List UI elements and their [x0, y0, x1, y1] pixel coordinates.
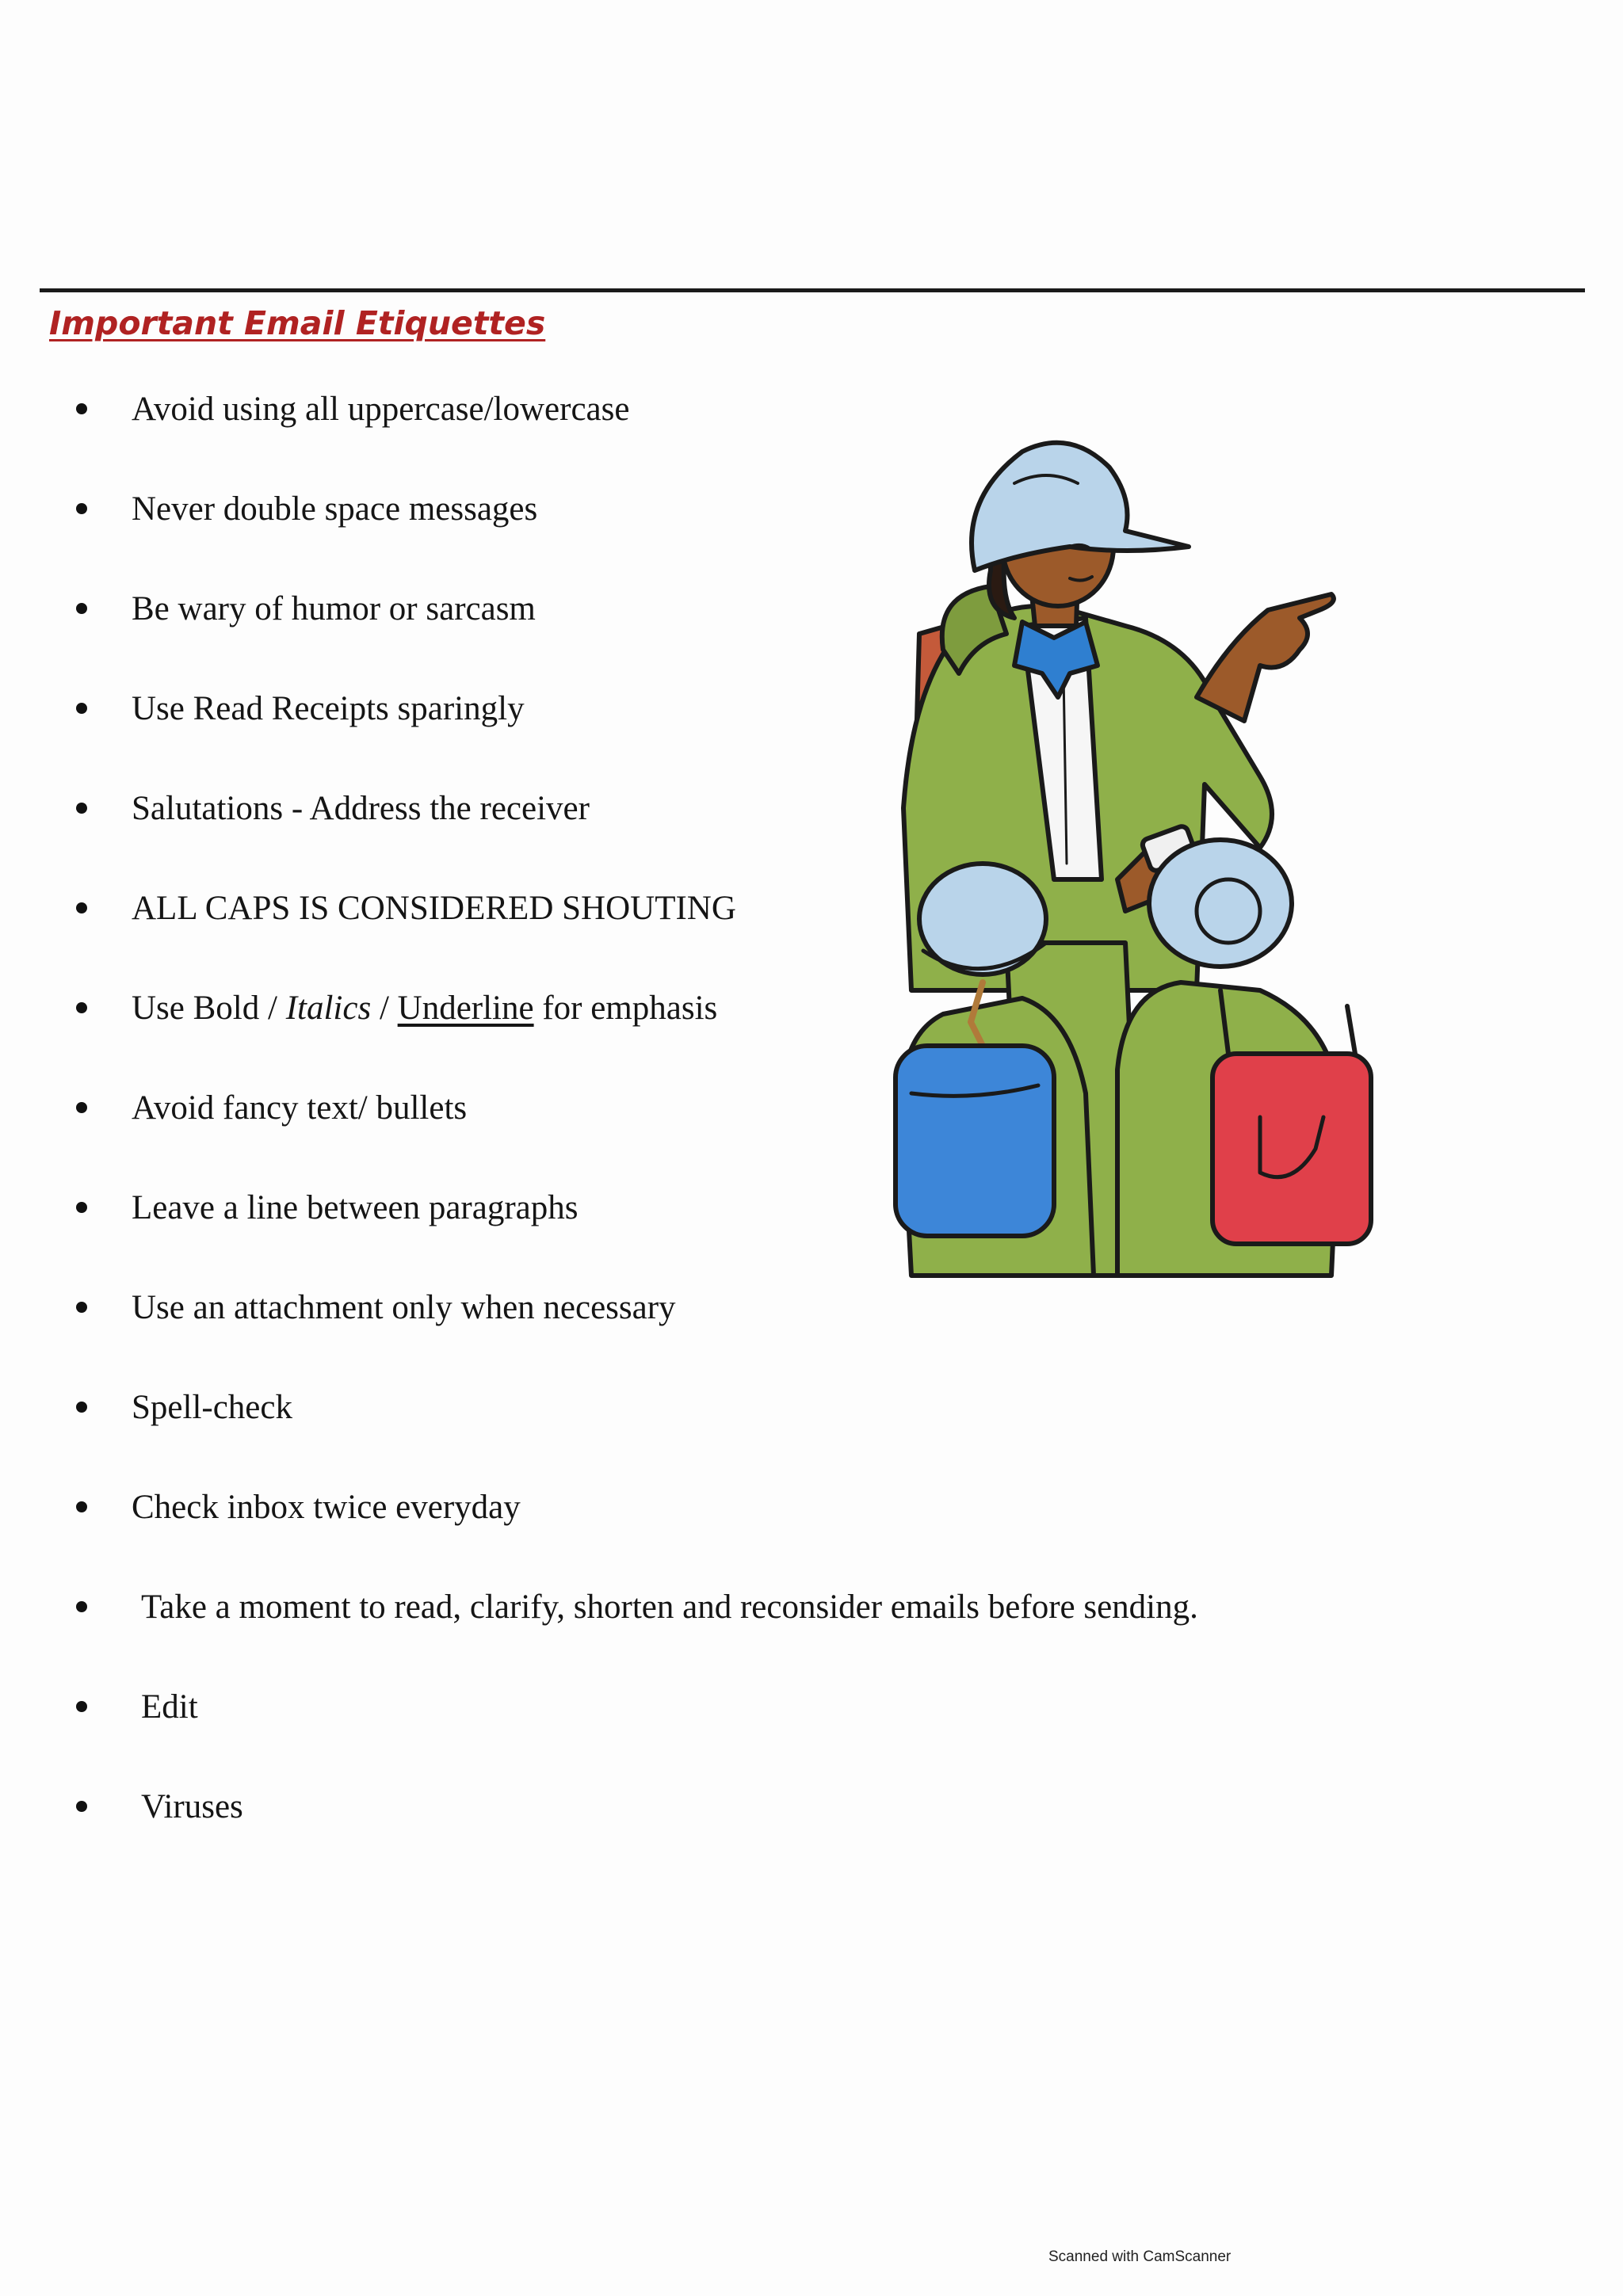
bullet-icon: [76, 1102, 87, 1113]
bullet-icon: [76, 1801, 87, 1812]
list-item-text: ALL CAPS IS CONSIDERED SHOUTING: [132, 889, 736, 927]
scanner-footer: Scanned with CamScanner: [1048, 2248, 1232, 2265]
list-item: [76, 485, 537, 532]
list-item: [76, 1084, 467, 1131]
text-segment: Use Bold /: [132, 989, 286, 1027]
bullet-icon: [76, 403, 87, 414]
list-item: [76, 884, 736, 932]
list-item: [76, 685, 525, 732]
list-item: [76, 1184, 578, 1231]
text-segment: for emphasis: [533, 989, 718, 1027]
underline-segment: Underline: [397, 989, 534, 1027]
list-item-text: Spell-check: [132, 1388, 292, 1426]
guide-with-children-clipart-icon: [888, 436, 1442, 1283]
list-item-text: Viruses: [141, 1787, 243, 1825]
text-segment: /: [371, 989, 398, 1027]
list-item: [76, 385, 629, 433]
italic-segment: Italics: [285, 989, 372, 1027]
list-item-text: Check inbox twice everyday: [132, 1488, 521, 1526]
bullet-icon: [76, 703, 87, 714]
bullet-icon: [76, 1601, 87, 1612]
list-item: [76, 984, 717, 1032]
list-item-text: Salutations - Address the receiver: [132, 789, 590, 827]
list-item-text: Avoid using all uppercase/lowercase: [132, 390, 630, 428]
bullet-icon: [76, 1302, 87, 1313]
bullet-icon: [76, 603, 87, 614]
list-item: [76, 1783, 243, 1830]
top-divider: [40, 288, 1585, 292]
list-item-text: Leave a line between paragraphs: [132, 1188, 579, 1226]
bullet-icon: [76, 1202, 87, 1213]
bullet-icon: [76, 902, 87, 913]
bullet-icon: [76, 503, 87, 514]
bullet-icon: [76, 1501, 87, 1512]
list-item: [76, 1583, 1198, 1630]
bullet-icon: [76, 803, 87, 814]
list-item-text: Never double space messages: [132, 490, 538, 528]
list-item: [76, 1483, 521, 1531]
list-item: [76, 585, 536, 632]
bullet-icon: [76, 1402, 87, 1413]
list-item: [76, 784, 590, 832]
list-item-text: Use Read Receipts sparingly: [132, 689, 525, 727]
list-item-text: Be wary of humor or sarcasm: [132, 589, 536, 627]
list-item: [76, 1383, 292, 1431]
list-item-text: Edit: [141, 1688, 198, 1726]
list-item: [76, 1683, 198, 1730]
list-item-text: Use an attachment only when necessary: [132, 1288, 676, 1326]
section-heading: Important Email Etiquettes: [49, 304, 546, 342]
bullet-icon: [76, 1701, 87, 1712]
list-item-text: Take a moment to read, clarify, shorten and reconsider emails before sending.: [141, 1588, 1198, 1626]
list-item-text: [132, 989, 717, 1028]
list-item: [76, 1283, 676, 1331]
bullet-icon: [76, 1002, 87, 1013]
list-item-text: Avoid fancy text/ bullets: [132, 1089, 468, 1127]
